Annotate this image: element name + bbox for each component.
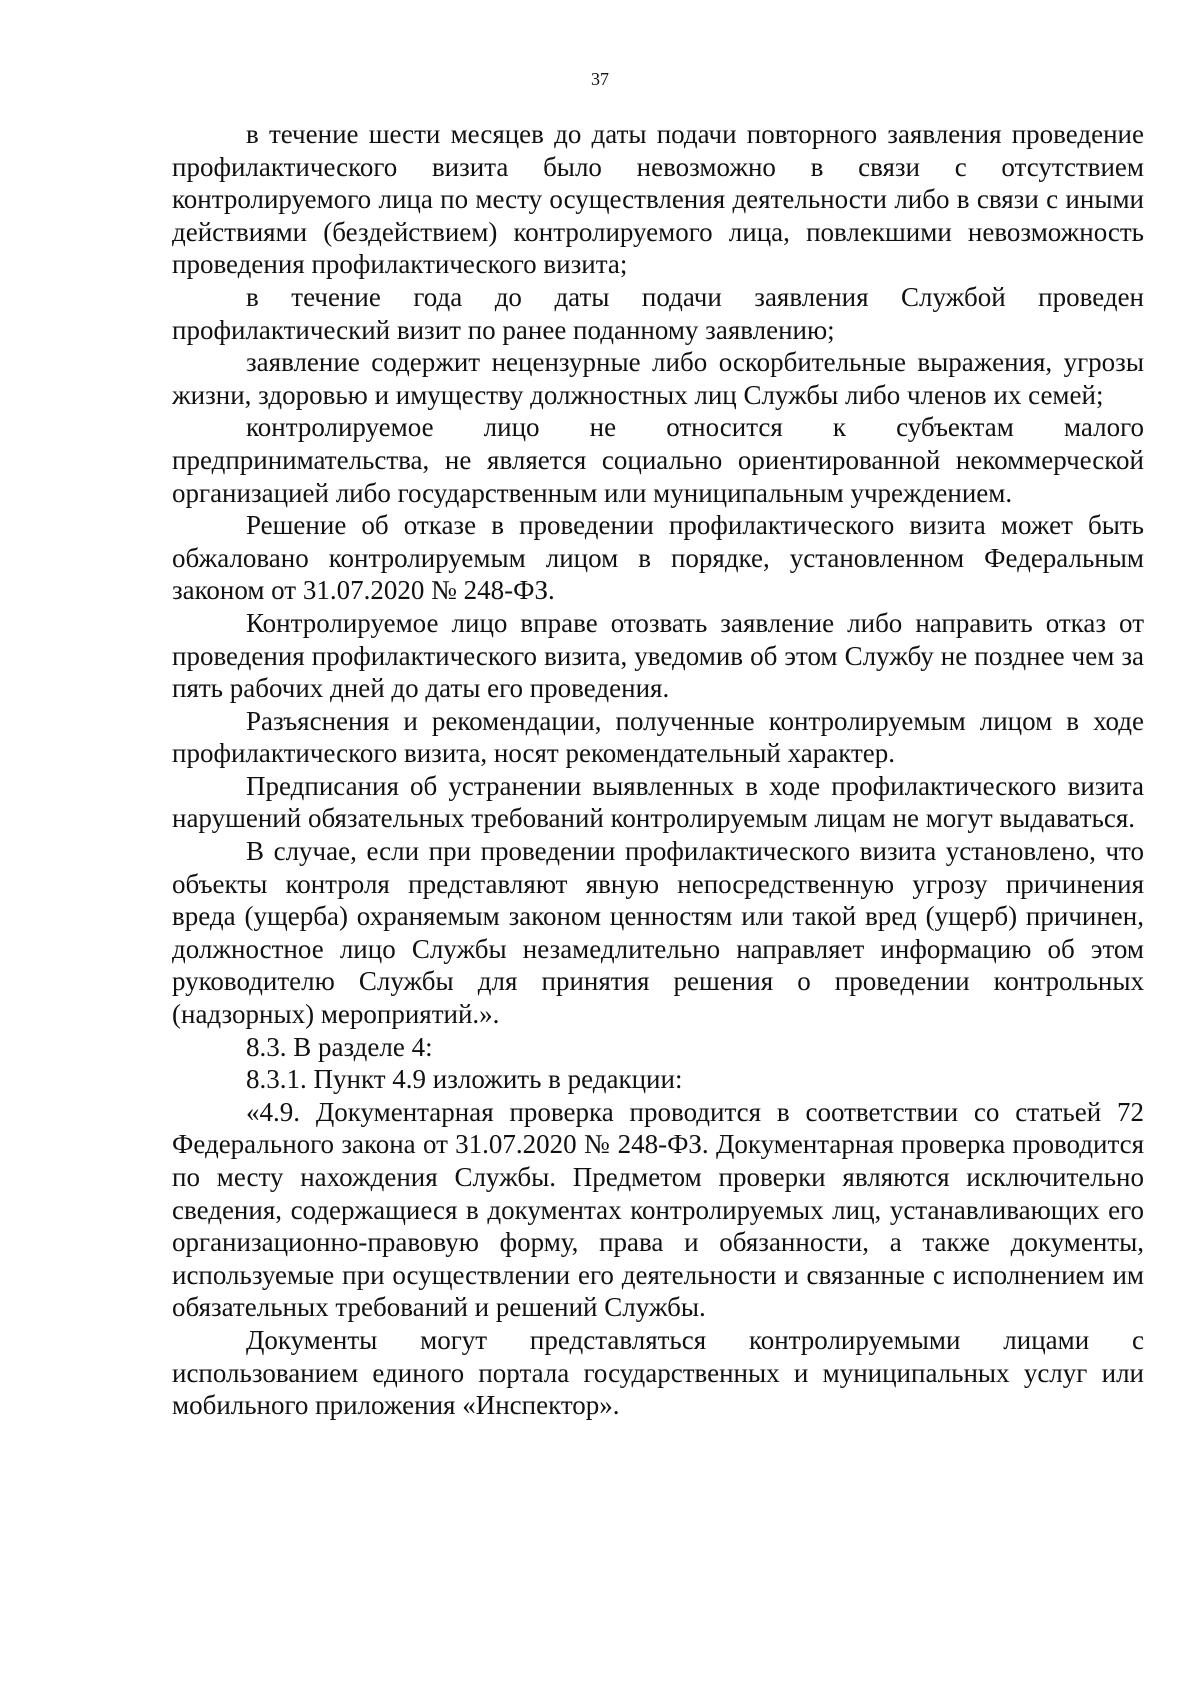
paragraph-documents-submission: Документы могут представляться контролируемыми лицами с использованием единого портала государственных и муниципальных услуг или мобильного приложения «Инспектор». — [172, 1324, 1144, 1421]
paragraph-refusal-reason-not-small-business: контролируемое лицо не относится к субъектам малого предпринимательства, не является социально ориентированной некоммерческой организацией либо государственным или муниципальным учреждением. — [172, 412, 1144, 508]
paragraph-no-orders-issued: Предписания об устранении выявленных в ходе профилактического визита нарушений обязательных требований контролируемым лицам не могут выдаваться. — [172, 770, 1144, 834]
paragraph-refusal-reason-offensive-content: заявление содержит нецензурные либо оскорбительные выражения, угрозы жизни, здоровью и имуществу должностных лиц Службы либо членов их семей; — [172, 347, 1144, 410]
document-body — [172, 118, 1144, 1422]
paragraph-refusal-reason-repeat-application: в течение шести месяцев до даты подачи повторного заявления проведение профилактического визита было невозможно в связи с отсутствием контролируемого лица по месту осуществления деятельности либо в связи с иными действиями (бездействием) контролируемого лица, повлекшими невозможность проведения профилактического визита; — [172, 119, 1144, 280]
paragraph-section-8-3: 8.3. В разделе 4: — [246, 1031, 433, 1062]
paragraph-recommendations-nature: Разъяснения и рекомендации, полученные контролируемым лицом в ходе профилактического визита, носят рекомендательный характер. — [172, 705, 1144, 769]
paragraph-withdrawal-of-application: Контролируемое лицо вправе отозвать заявление либо направить отказ от проведения профилактического визита, уведомив об этом Службу не позднее чем за пять рабочих дней до даты его проведения. — [172, 607, 1144, 704]
paragraph-section-8-3-1: 8.3.1. Пункт 4.9 изложить в редакции: — [246, 1064, 683, 1095]
paragraph-documentary-inspection: «4.9. Документарная проверка проводится в соответствии со статьей 72 Федерального закона от 31.07.2020 № 248-ФЗ. Документарная проверка проводится по месту нахождения Службы. Предметом проверки являются исключительно сведения, содержащиеся в документах контролируемых лиц, устанавливающих его организационно-правовую форму, права и обязанности, а также документы, используемые при осуществлении его деятельности и связанные с исполнением им обязательных требований и решений Службы. — [172, 1096, 1144, 1323]
paragraph-refusal-reason-visit-within-year: в течение года до даты подачи заявления Службой проведен профилактический визит по ранее поданному заявлению; — [172, 281, 1144, 345]
paragraph-appeal-of-refusal: Решение об отказе в проведении профилактического визита может быть обжаловано контролируемым лицом в порядке, установленном Федеральным законом от 31.07.2020 № 248-ФЗ. — [172, 510, 1144, 606]
page-number: 37 — [591, 69, 609, 89]
paragraph-threat-of-harm: В случае, если при проведении профилактического визита установлено, что объекты контроля представляют явную непосредственную угрозу причинения вреда (ущерба) охраняемым законом ценностям или такой вред (ущерб) причинен, должностное лицо Службы незамедлительно направляет информацию об этом руководителю Службы для принятия решения о проведении контрольных (надзорных) мероприятий.». — [172, 836, 1144, 1030]
